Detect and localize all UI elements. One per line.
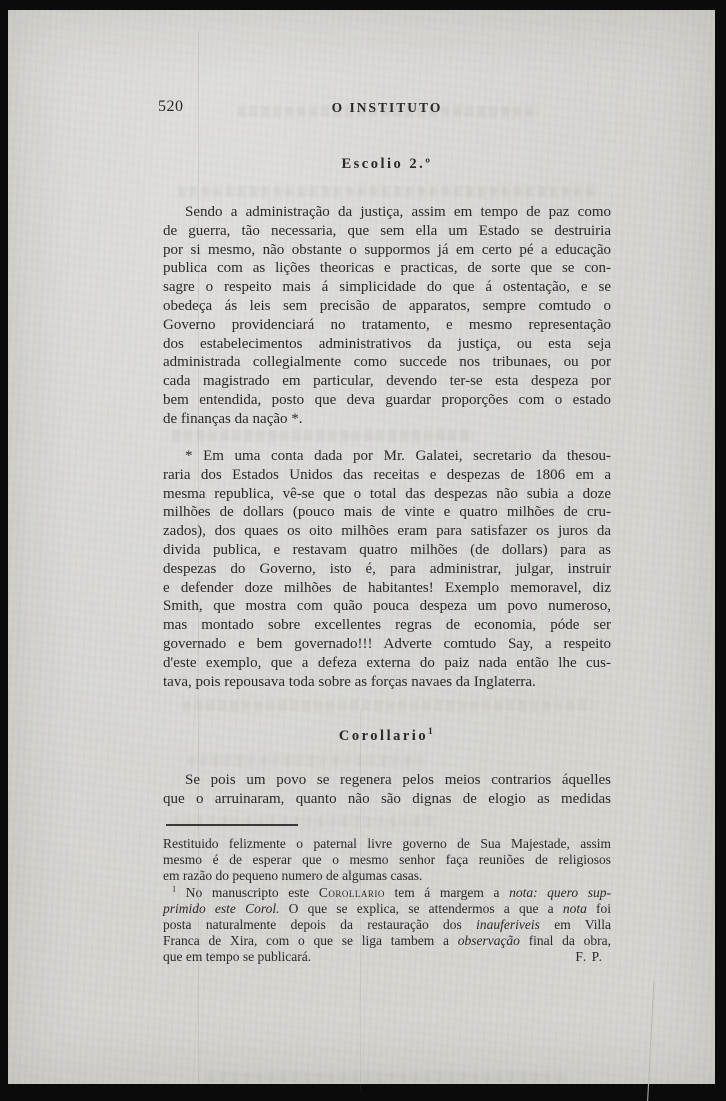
- footnote-line: [163, 917, 611, 933]
- text-line: Se pois um povo se regenera pelos meios contrarios áquelles: [185, 772, 611, 788]
- footnote-smallcaps: Corollario: [318, 884, 385, 900]
- footnote-line: Restituido felizmente o paternal livre governo de Sua Majestade, assim: [163, 836, 611, 851]
- footnote-text: posta naturalmente depois da restauração dos: [163, 917, 462, 933]
- page-crease: [647, 982, 655, 1101]
- footnote-line: em razão do pequeno numero de algumas casas.: [163, 868, 423, 884]
- footnote-marker: 1: [172, 884, 177, 894]
- text-line: administrada collegialmente como succede nos tribunaes, ou por: [163, 354, 611, 371]
- page-number: 520: [158, 98, 184, 115]
- escolio-paragraph: [163, 203, 611, 429]
- text-line: divida publica, e restavam quatro milhões (de dollars) para as: [163, 541, 611, 558]
- text-line: mas montado sobre excellentes regras de economia, póde ser: [163, 617, 611, 634]
- footnote-separator: [166, 824, 298, 826]
- text-line: que o arruinaram, quanto não são dignas de elogio as medidas: [163, 790, 611, 807]
- footnote-italic: observação: [457, 933, 520, 949]
- text-line: bem entendida, posto que deva guardar proporções com o estado: [163, 391, 611, 408]
- corollario-paragraph: [163, 771, 611, 809]
- corollario-footnote-marker: 1: [428, 726, 436, 737]
- text-line: cada magistrado em particular, devendo ter-se esta despeza por: [163, 373, 611, 390]
- bleed-through-ghost: [208, 1072, 568, 1083]
- bleed-through-ghost: [173, 430, 473, 441]
- text-line: mesma republica, vê-se que o total das despezas não subia a doze: [163, 485, 611, 502]
- text-line: de finanças da nação *.: [163, 410, 303, 427]
- text-line: Smith, que mostra com quão pouca despeza um povo numeroso,: [163, 598, 611, 615]
- text-line: de guerra, tão necessaria, que sem ella um Estado se destruiria: [163, 222, 611, 239]
- footnote-text: em Villa: [554, 917, 612, 933]
- footnote-text: Franca de Xira, com o que se liga tambem a: [163, 933, 449, 949]
- footnote-text: No manuscripto este: [185, 884, 310, 900]
- footnote-line: [163, 933, 611, 949]
- bleed-through-ghost: [188, 755, 428, 766]
- text-line: Sendo a administração da justiça, assim em tempo de paz como: [185, 204, 611, 220]
- escolio-heading: Escolio 2.º: [341, 156, 433, 172]
- text-line: por si mesmo, não obstante o suppormos já em certo pé a educação: [163, 241, 611, 258]
- footnote-text: final da obra,: [528, 933, 612, 949]
- corollario-heading: [163, 728, 611, 745]
- text-line: zados), dos quaes os oito milhões eram para satisfazer os juros da: [163, 523, 611, 540]
- text-line: sagre o respeito mais á simplicidade do que á ostentação, e se: [163, 279, 611, 296]
- author-signature: F. P.: [575, 949, 603, 965]
- text-line: dos estabelecimentos administrativos da justiça, ou esta seja: [163, 335, 611, 352]
- text-line: milhões de dollars (pouco mais de vinte e quatro milhões de cru-: [163, 504, 611, 521]
- footnote-italic: primido este Corol.: [163, 900, 280, 916]
- journal-title: O INSTITUTO: [331, 100, 443, 115]
- footnote-text: foi: [596, 900, 612, 916]
- footnote-line: [163, 885, 611, 901]
- footnote-text: O que se explica, se attendermos a que a: [288, 900, 554, 916]
- text-line: raria dos Estados Unidos das receitas e despezas de 1806 em a: [163, 466, 611, 483]
- text-line: * Em uma conta dada por Mr. Galatei, secretario da thesou-: [185, 448, 611, 464]
- corollario-heading-text: Corollario: [338, 728, 429, 744]
- footnote-italic: inauferiveis: [476, 917, 540, 933]
- text-line: d'este exemplo, que a defeza externa do paiz nada então lhe cus-: [163, 654, 611, 671]
- text-line: governado e bem governado!!! Adverte comtudo Say, a respeito: [163, 635, 611, 652]
- text-line: e defender doze milhões de habitantes! Exemplo memoravel, diz: [163, 579, 611, 596]
- footnote-italic: nota: [562, 900, 587, 916]
- footnote-line: [163, 901, 611, 917]
- footnote-text: tem á margem a: [394, 884, 500, 900]
- scanned-page: [8, 10, 715, 1084]
- text-line: despezas do Governo, isto é, para administrar, julgar, instruir: [163, 560, 611, 577]
- footnote-italic: nota: quero sup-: [509, 884, 612, 900]
- footnote-text: que em tempo se publicará.: [163, 949, 312, 965]
- footnote-block: [163, 836, 611, 966]
- bleed-through-ghost: [178, 186, 598, 197]
- bleed-through-ghost: [183, 700, 593, 711]
- text-line: Governo providenciará no tratamento, e mesmo representação: [163, 316, 611, 333]
- text-line: obedeça ás leis sem precisão de apparatos, sempre comtudo o: [163, 297, 611, 314]
- footnote-line: [163, 949, 611, 965]
- starred-note-paragraph: [163, 447, 611, 691]
- text-line: publica com as lições theoricas e practicas, de sorte que se con-: [163, 260, 611, 277]
- text-line: tava, pois repousava toda sobre as forças navaes da Inglaterra.: [163, 673, 536, 690]
- footnote-line: mesmo é de esperar que o mesmo senhor faça reuniões de religiosos: [163, 852, 611, 868]
